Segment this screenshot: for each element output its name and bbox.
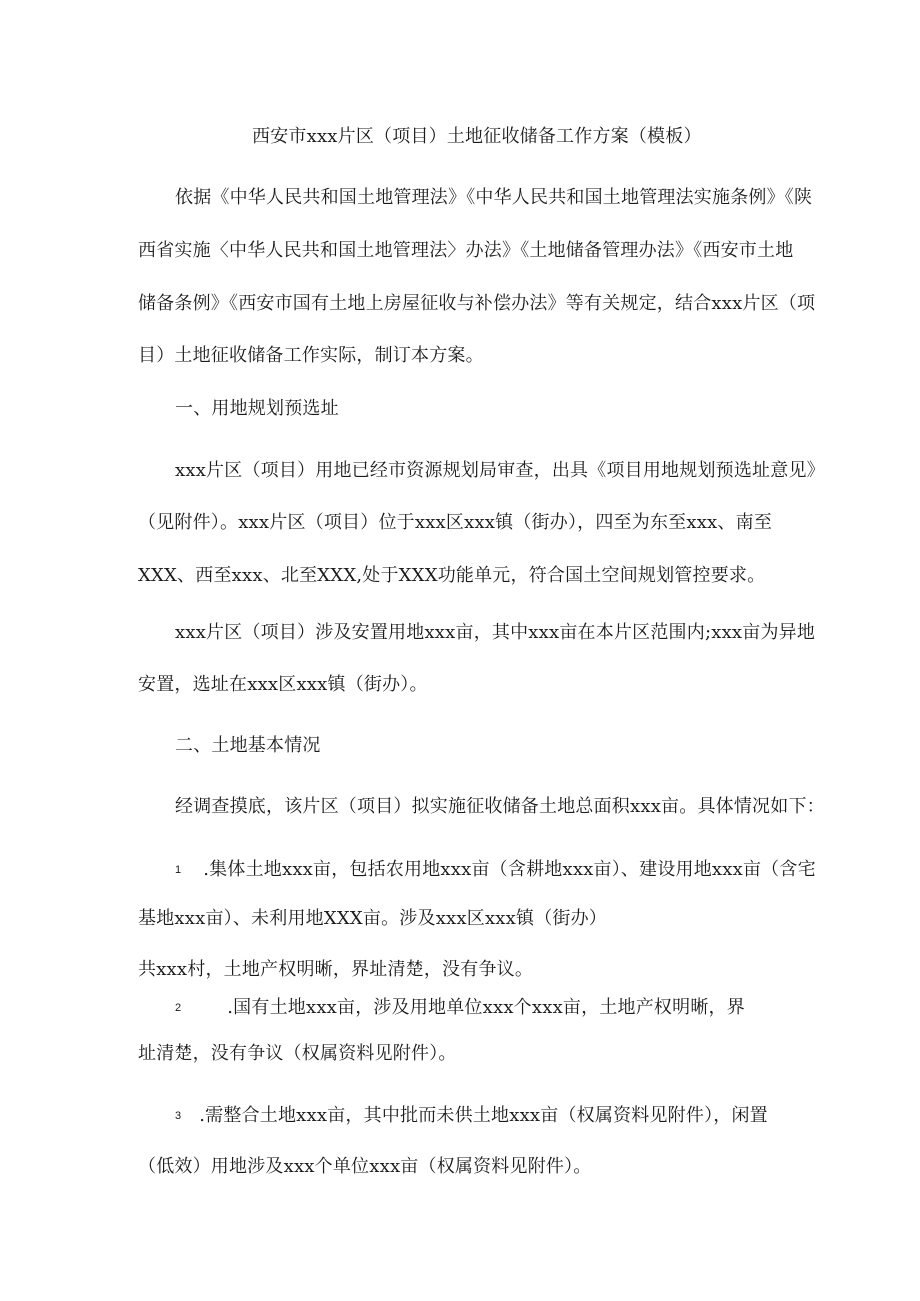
- intro-line-4: 目）土地征收储备工作实际，制订本方案。: [138, 345, 484, 366]
- section-1-para-1-line-1: xxx片区（项目）用地已经市资源规划局审查，出具《项目用地规划预选址意见》: [175, 460, 825, 481]
- list-item-1-line-1: [175, 858, 816, 882]
- list-item-3-line-2: （低效）用地涉及xxx个单位xxx亩（权属资料见附件）。: [138, 1156, 592, 1177]
- list-item-1-text: .集体土地xxx亩，包括农用地xxx亩（含耕地xxx亩）、建设用地xxx亩（含宅: [203, 859, 816, 880]
- intro-line-3: 储备条例》《西安市国有土地上房屋征收与补偿办法》等有关规定，结合xxx片区（项: [138, 293, 816, 314]
- section-1-heading: 一、用地规划预选址: [175, 398, 339, 419]
- list-item-3-number: 3: [175, 1110, 182, 1122]
- list-item-1-number: 1: [175, 864, 182, 876]
- intro-line-2: 西省实施〈中华人民共和国土地管理法〉办法》《土地储备管理办法》《西安市土地: [138, 240, 794, 261]
- section-1-para-2-line-2: 安置，选址在xxx区xxx镇（街办）。: [138, 674, 428, 695]
- section-1-para-2-line-1: xxx片区（项目）涉及安置用地xxx亩，其中xxx亩在本片区范围内;xxx亩为异地: [175, 622, 816, 643]
- intro-line-1: 依据《中华人民共和国土地管理法》《中华人民共和国土地管理法实施条例》《陕: [175, 187, 813, 208]
- list-item-1-line-2: 基地xxx亩）、未利用地XXX亩。涉及xxx区xxx镇（街办）: [138, 908, 608, 929]
- document-title: 西安市xxx片区（项目）土地征收储备工作方案（模板）: [252, 126, 702, 147]
- list-item-2-text: .国有土地xxx亩，涉及用地单位xxx个xxx亩，土地产权明晰，界: [227, 997, 745, 1018]
- list-item-1-line-3: 共xxx村，土地产权明晰，界址清楚，没有争议。: [138, 959, 534, 980]
- list-item-2-line-1: [175, 996, 745, 1020]
- list-item-3-line-1: [175, 1104, 768, 1128]
- section-2-heading: 二、土地基本情况: [175, 735, 321, 756]
- section-2-para-1: 经调查摸底，该片区（项目）拟实施征收储备土地总面积xxx亩。具体情况如下：: [175, 796, 825, 817]
- section-1-para-1-line-2: （见附件）。xxx片区（项目）位于xxx区xxx镇（街办），四至为东至xxx、南至: [138, 512, 773, 533]
- section-1-para-1-line-3: XXX、西至xxx、北至XXX,处于XXX功能单元，符合国土空间规划管控要求。: [138, 565, 766, 586]
- list-item-2-number: 2: [175, 1002, 182, 1014]
- list-item-3-text: .需整合土地xxx亩，其中批而未供土地xxx亩（权属资料见附件），闲置: [199, 1105, 768, 1126]
- list-item-2-line-2: 址清楚，没有争议（权属资料见附件）。: [138, 1043, 457, 1064]
